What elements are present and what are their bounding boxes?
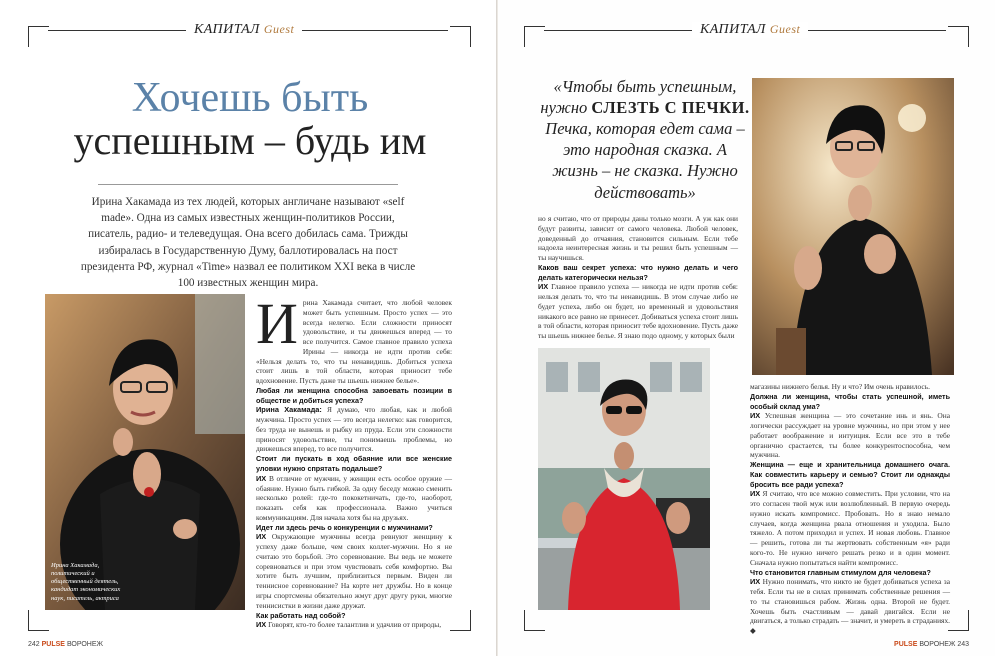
answer-tag: ИХ [538, 282, 549, 292]
question: Должна ли женщина, чтобы стать успешной, иметь особый склад ума? [750, 391, 950, 411]
portrait-photo [45, 294, 245, 610]
question: Идет ли здесь речь о конкуренции с мужчинами? [256, 522, 433, 532]
answer-text: Окружающие мужчины всегда ревнуют женщину к успеху даже больше, чем своих коллег-мужчин. Но я не считаю это борьбой. Это соревнование. Вы ведь не можете соревноваться и при этом чувствовать себя комфортно. Вы хотите быть лучшим, приблизиться первым. Виден ли теннисное соревнование? На корте нет дружбы. Но в конце игры спортсмены обязательно жмут друг другу руки, многие теннисистки в жизни даже дружат. [256, 532, 453, 610]
question: Как работать над собой? [256, 610, 346, 620]
right-page [498, 0, 995, 656]
answer-text: Говорят, кто-то более талантлив и удачлив от природы, [268, 620, 442, 630]
answer-tag: ИХ [256, 532, 267, 542]
answer-tag: Ирина Хакамада: [256, 405, 322, 415]
section-header [186, 22, 302, 38]
title-line-2: успешным – будь им [73, 118, 427, 164]
street-photo [538, 348, 710, 610]
answer-text: Главное правило успеха — никогда не идти против себя: нельзя делать то, что ты ненавидишь. В этом случае либо не будет успеха, либо он будет, но временный и удовольствия никакого все равно не принесет. Добиваться успеха стоит лишь в той области, которая приносит тебе вдохновение. Пусть даже ты шьешь нижнее белье. Я знаю подо одному, у которых были [538, 282, 738, 341]
article-column-right-lower [750, 382, 950, 636]
answer-text: Успешная женщина — это сочетание инь и янь. Она логически рассуждает на уровне мужчины, но при этом у нее работает воображение и интуиция. Если все это в тебе органично срастается, ты более конкурентоспособна, чем мужчина. [750, 411, 951, 460]
drop-cap: И [256, 291, 298, 356]
gesture-photo [752, 78, 954, 375]
lead-paragraph: Ирина Хакамада из тех людей, которых англичане называют «self made». Одна из самых известных женщин-политиков России, писатель, радио- и телеведущая. Она всего добилась сама. Трижды избиралась в Государственную Думу, баллотировалась на пост президента РФ, журнал «Time» назвал ее политиком XXI века в числе 100 известных женщин мира. [80, 196, 416, 290]
corner-ornament [450, 610, 471, 631]
section-label: КАПИТАЛ [194, 22, 260, 37]
article-column-left [256, 291, 453, 630]
section-guest-label: Guest [263, 22, 295, 36]
photo-caption: Ирина Хакамада, политический и общественный деятель, кандидат экономических наук, писатель, актриса [51, 562, 121, 602]
left-page [0, 0, 497, 656]
city-label: ВОРОНЕЖ [66, 641, 103, 648]
body-paragraph: магазины нижнего белья. Ну и что? Им очень нравилось. [750, 382, 930, 391]
corner-ornament [450, 26, 471, 47]
corner-ornament [524, 26, 545, 47]
corner-ornament [28, 26, 49, 47]
corner-ornament [948, 26, 969, 47]
page-number: 243 [957, 641, 969, 648]
answer-tag: ИХ [750, 489, 761, 499]
title-divider [98, 184, 398, 185]
body-paragraph: но я считаю, что от природы даны только мозги. А уж как они будут развиты, зависит от самого человека. Любой человек, доведенный до отчаяния, становится сильным. Если тебе надоела неинтересная жизнь и ты решил быть успешным — ты научишься. [538, 214, 738, 263]
question: Каков ваш секрет успеха: что нужно делать и чего делать категорически нельзя? [538, 262, 738, 282]
answer-text: Я думаю, что любая, как и любой мужчина. Просто успех — это всегда нелегко: как говорится, без труда не вынешь и рыбку из пруда. Если эти сложности приносят удовольствие, ты понимаешь проблемы, но движешься вперед, то все получится. [256, 405, 452, 454]
quote-emphasis: СЛЕЗТЬ С ПЕЧКИ. [591, 98, 750, 118]
corner-ornament [524, 610, 545, 631]
section-header [692, 22, 808, 38]
answer-tag: ИХ [256, 473, 267, 483]
intro-text: рина Хакамада считает, что любой человек может быть успешным. Просто успех — это всегда нелегко. Если сложности приносят удовольствие, и ты движешься вперед — то все получится. Самое главное правило успеха Ирины — никогда не идти против себя: «Нельзя делать то, что ты ненавидишь. Добиться успеха стоит лишь в той области, которая приносит тебе вдохновение. Пусть даже ты шьешь нижнее белье». [256, 298, 452, 386]
answer-tag: ИХ [750, 411, 761, 421]
brand-logo: PULSE [894, 641, 918, 648]
page-number: 242 [28, 641, 40, 648]
article-column-right-upper [538, 214, 738, 341]
question: Что становится главным стимулом для человека? [750, 567, 931, 577]
folio-right [894, 641, 969, 648]
answer-text: Я считаю, что все можно совместить. При условии, что на это согласен твой муж или возлюбленный. В первую очередь нужно искать компромисс. Пробовать. Но я знаю немало случаев, когда женщина рвала отношения и уходила. Было тяжело. А потом приходил и успех. И новая любовь. Главное — решить, готова ли ты жертвовать собственным «я» ради кого-то. Не нужно ничего решать резко и в один момент. Сначала нужно попытаться найти компромисс. [750, 489, 951, 567]
question: Стоит ли пускать в ход обаяние или все женские уловки нужно спрятать подальше? [256, 454, 452, 474]
title-line-1: Хочешь быть [131, 75, 369, 121]
answer-text: В отличие от мужчин, у женщин есть особое оружие — обаяние. Нужно быть гибкой. За одну беседу можно сменить несколько ролей: где-то пококетничать, где-то, наоборот, показать себя как профессионала. Важно учиться коммуникациям. Для начала хотя бы на друзьях. [256, 473, 452, 522]
answer-tag: ИХ [256, 620, 267, 630]
brand-logo: PULSE [41, 641, 65, 648]
corner-ornament [948, 610, 969, 631]
pull-quote [540, 76, 750, 203]
quote-text-start: «Чтобы быть успешным, нужно [540, 77, 737, 118]
quote-text-end: Печка, которая едет сама – это народная сказка. А жизнь – не сказка. Нужно действовать» [545, 119, 745, 202]
city-label: ВОРОНЕЖ [919, 641, 956, 648]
corner-ornament [28, 610, 49, 631]
section-guest-label: Guest [769, 22, 801, 36]
answer-tag: ИХ [750, 577, 761, 587]
question: Женщина — еще и хранительница домашнего очага. Как совместить карьеру и семью? Стоит ли однажды бросить все ради успеха? [750, 460, 950, 489]
section-label: КАПИТАЛ [700, 22, 766, 37]
article-title [40, 76, 460, 162]
question: Любая ли женщина способна завоевать позиции в обществе и добиться успеха? [256, 385, 452, 405]
answer-text: Нужно понимать, что никто не будет добиваться успеха за тебя. Если ты не в силах принимать собственные решения — то ты становишься рабом. Жизнь одна. Второй не будет. Хочешь быть счастливым — давай двигайся. Если не двигаться, а только страдать — значит, и умереть в страданиях. ◆ [750, 577, 950, 636]
folio-left [28, 641, 103, 648]
